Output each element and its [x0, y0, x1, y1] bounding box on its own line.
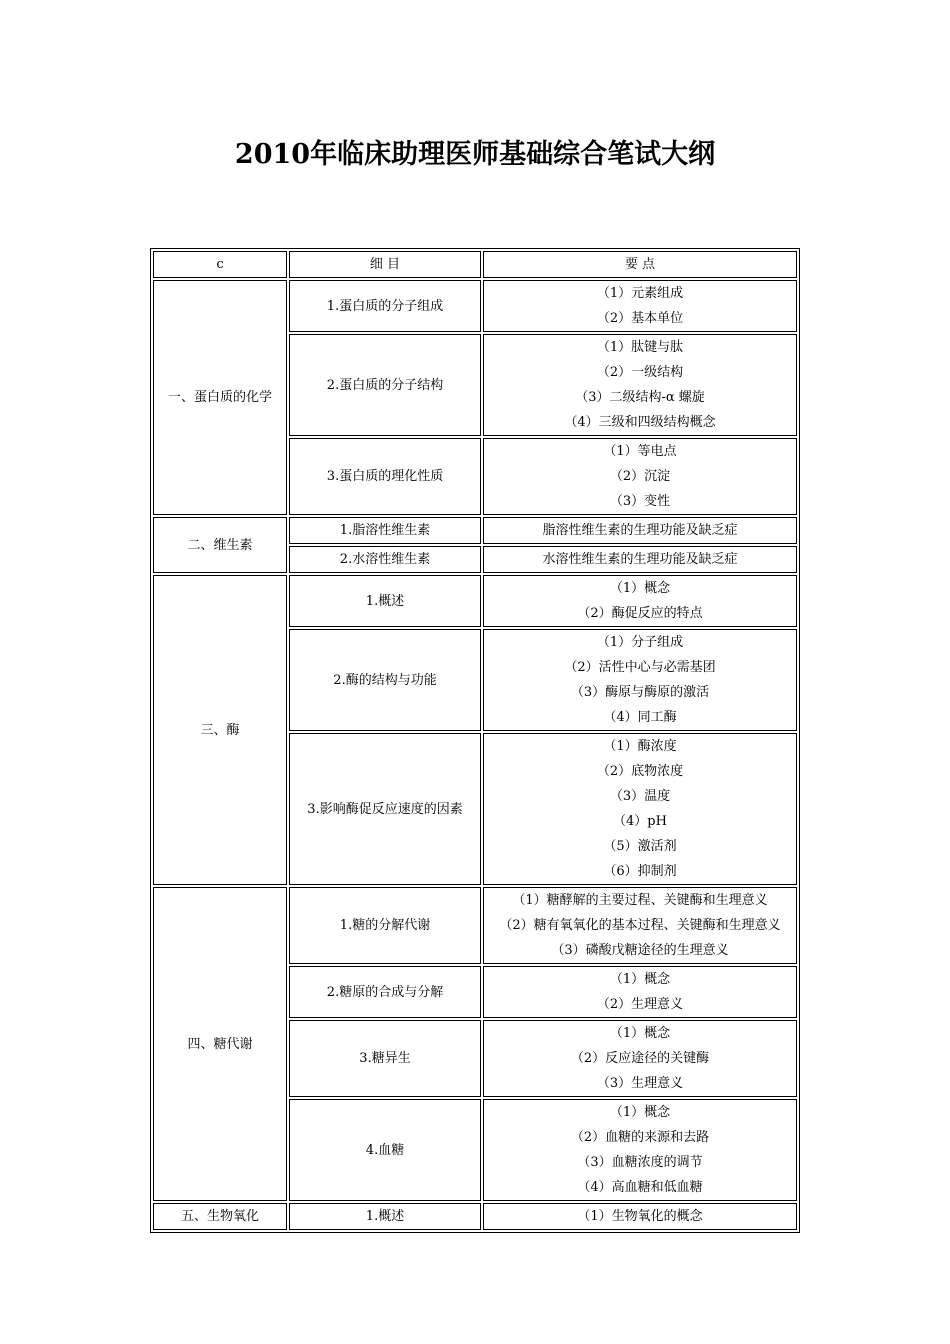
point-text: （1）概念 [609, 1026, 671, 1041]
point-text: （2）底物浓度 [596, 764, 684, 779]
points-cell [483, 517, 797, 544]
item-cell: 4.血糖 [289, 1099, 481, 1201]
points-cell [483, 1020, 797, 1097]
header-unit: c [153, 251, 287, 278]
header-points: 要 点 [483, 251, 797, 278]
point-text: （3）生理意义 [596, 1076, 684, 1091]
item-cell: 2.糖原的合成与分解 [289, 966, 481, 1018]
point-text: 脂溶性维生素的生理功能及缺乏症 [542, 523, 738, 538]
point-text: （2）反应途径的关键酶 [570, 1051, 710, 1066]
points-cell [483, 1203, 797, 1230]
point-text: （2）基本单位 [596, 311, 684, 326]
item-cell: 3.糖异生 [289, 1020, 481, 1097]
points-cell [483, 280, 797, 332]
point-text: （2）生理意义 [596, 997, 684, 1012]
syllabus-table-body [153, 251, 797, 1230]
point-text: （4）pH [613, 814, 667, 829]
point-text: （4）同工酶 [603, 710, 677, 725]
point-text: （3）变性 [609, 494, 671, 509]
point-text: （4）高血糖和低血糖 [577, 1180, 703, 1195]
table-row [153, 517, 797, 544]
point-text: （6）抑制剂 [603, 864, 677, 879]
point-text: （1）概念 [609, 581, 671, 596]
point-text: （2）一级结构 [596, 365, 684, 380]
table-row [153, 1203, 797, 1230]
unit-cell: 五、生物氧化 [153, 1203, 287, 1230]
point-text: （5）激活剂 [603, 839, 677, 854]
point-text: （1）等电点 [603, 444, 677, 459]
points-cell [483, 546, 797, 573]
points-cell [483, 887, 797, 964]
point-text: 水溶性维生素的生理功能及缺乏症 [542, 552, 738, 567]
table-row [153, 887, 797, 964]
header-item: 细 目 [289, 251, 481, 278]
point-text: （1）概念 [609, 972, 671, 987]
table-header-row [153, 251, 797, 278]
unit-cell: 四、糖代谢 [153, 887, 287, 1201]
point-text: （1）概念 [609, 1105, 671, 1120]
point-text: （4）三级和四级结构概念 [564, 415, 716, 430]
item-cell: 1.概述 [289, 575, 481, 627]
table-row [153, 280, 797, 332]
points-cell [483, 575, 797, 627]
point-text: （1）生物氧化的概念 [577, 1209, 703, 1224]
point-text: （1）元素组成 [596, 286, 684, 301]
item-cell: 2.蛋白质的分子结构 [289, 334, 481, 436]
item-cell: 2.酶的结构与功能 [289, 629, 481, 731]
point-text: （3）酶原与酶原的激活 [570, 685, 710, 700]
point-text: （3）血糖浓度的调节 [577, 1155, 703, 1170]
point-text: （3）二级结构-α 螺旋 [575, 390, 705, 405]
points-cell [483, 334, 797, 436]
table-row [153, 575, 797, 627]
unit-cell: 一、蛋白质的化学 [153, 280, 287, 515]
points-cell [483, 1099, 797, 1201]
item-cell: 3.影响酶促反应速度的因素 [289, 733, 481, 885]
point-text: （3）温度 [609, 789, 671, 804]
points-cell [483, 966, 797, 1018]
point-text: （2）活性中心与必需基团 [564, 660, 716, 675]
point-text: （1）肽键与肽 [596, 340, 684, 355]
item-cell: 1.脂溶性维生素 [289, 517, 481, 544]
point-text: （2）糖有氧氧化的基本过程、关键酶和生理意义 [499, 918, 781, 933]
points-cell [483, 629, 797, 731]
item-cell: 1.蛋白质的分子组成 [289, 280, 481, 332]
item-cell: 3.蛋白质的理化性质 [289, 438, 481, 515]
point-text: （3）磷酸戊糖途径的生理意义 [551, 943, 729, 958]
points-cell [483, 733, 797, 885]
point-text: （2）血糖的来源和去路 [570, 1130, 710, 1145]
unit-cell: 二、维生素 [153, 517, 287, 573]
syllabus-table [150, 248, 800, 1233]
unit-cell: 三、酶 [153, 575, 287, 885]
point-text: （2）酶促反应的特点 [577, 606, 703, 621]
item-cell: 1.概述 [289, 1203, 481, 1230]
point-text: （1）分子组成 [596, 635, 684, 650]
page-title: 2010年临床助理医师基础综合笔试大纲 [234, 139, 716, 170]
point-text: （2）沉淀 [609, 469, 671, 484]
point-text: （1）糖酵解的主要过程、关键酶和生理意义 [512, 893, 768, 908]
item-cell: 2.水溶性维生素 [289, 546, 481, 573]
point-text: （1）酶浓度 [603, 739, 677, 754]
item-cell: 1.糖的分解代谢 [289, 887, 481, 964]
points-cell [483, 438, 797, 515]
